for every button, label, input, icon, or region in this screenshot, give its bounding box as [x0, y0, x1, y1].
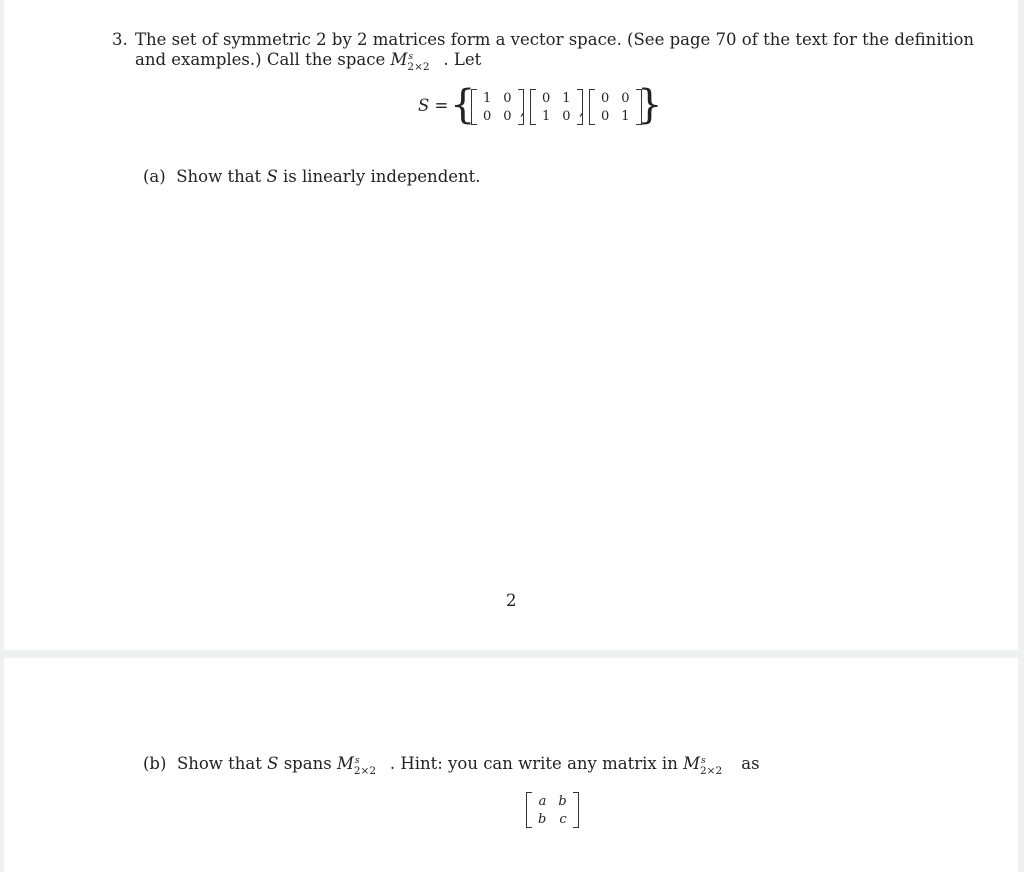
var-s-b: S [267, 754, 279, 773]
set-lhs: S = [418, 96, 449, 115]
matrix-3: 0 0 0 1 [589, 89, 642, 125]
page-number: 2 [506, 591, 517, 610]
separator-2: , [579, 103, 584, 119]
part-a-label: (a) [143, 167, 166, 186]
part-b: (b) Show that S spans M s 2×2 . Hint: you can write any matrix in M s 2×2 as [143, 754, 760, 777]
matrix-1: 1 0 0 0 [471, 89, 524, 125]
var-s: S [266, 167, 278, 186]
matrix-2: 0 1 1 0 [530, 89, 583, 125]
space-scripts: s 2×2 [407, 52, 430, 73]
separator-1: , [520, 103, 525, 119]
problem-number: 3. [112, 30, 128, 49]
general-matrix: a b b c [526, 792, 579, 828]
part-b-label: (b) [143, 754, 167, 773]
space-symbol: M [390, 50, 408, 69]
page-2 [4, 658, 1018, 872]
problem-line-1: The set of symmetric 2 by 2 matrices form a vector space. (See page 70 of the text for the definition [135, 30, 975, 49]
right-brace: } [637, 82, 663, 128]
part-a: (a) Show that S is linearly independent. [143, 167, 481, 186]
problem-line-2 [135, 50, 482, 73]
page-1 [4, 0, 1018, 650]
problem-line-2-text: and examples.) Call the space [135, 50, 386, 69]
left-brace: { [450, 82, 476, 128]
problem-line-2-end: . Let [443, 50, 482, 69]
